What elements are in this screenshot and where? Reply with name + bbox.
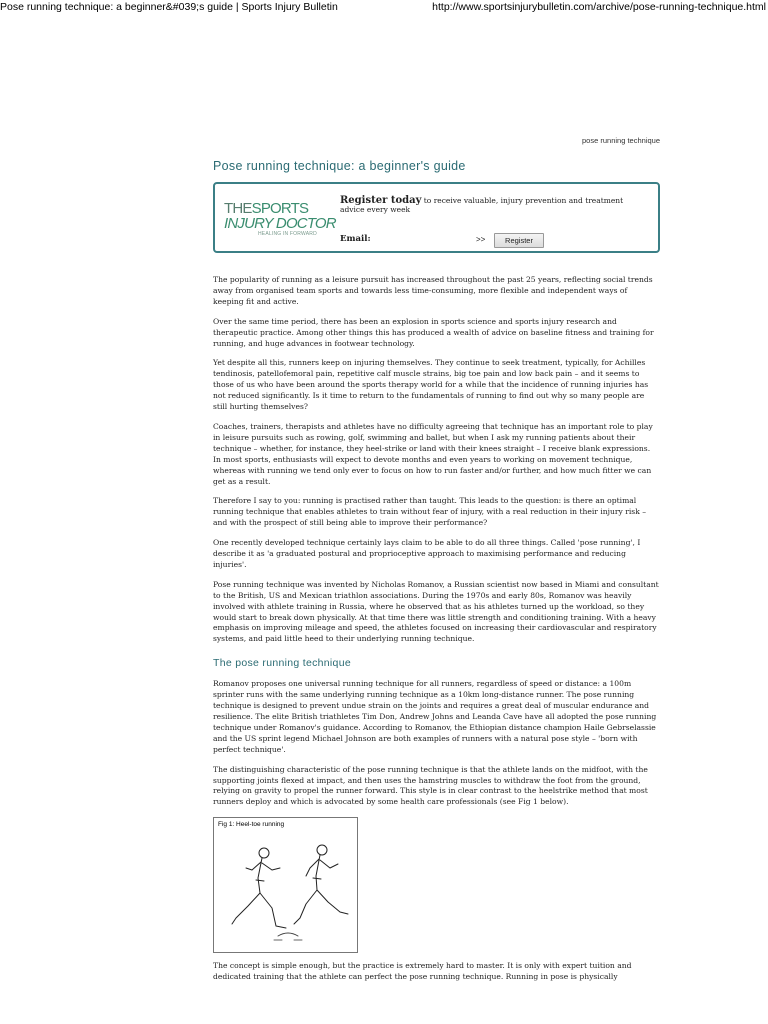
paragraph: Over the same time period, there has been an explosion in sports science and sports injury research and therapeutic practice. Among other things this has produced a wealth of advice on baseline fitness and training for running, and huge advances in footwear technology.: [213, 316, 654, 348]
figure-caption: Fig 1: Heel-toe running: [218, 821, 285, 829]
paragraph: Yet despite all this, runners keep on injuring themselves. They continue to seek treatment, typically, for Achilles tendinosis, patellofemoral pain, repetitive calf muscle strains, big toe pain and low back pain – and it seems to those of us who have been around the sports therapy world for a while that the incidence of running injuries has not reduced significantly. Is it time to return to the fundamentals of running to find out why so many people are still hurting themselves?: [213, 358, 649, 412]
print-page-url[interactable]: http://www.sportsinjurybulletin.com/archive/pose-running-technique.html: [432, 1, 766, 13]
logo-tagline: HEALING IN FORWARD: [258, 231, 317, 237]
section-heading: The pose running technique: [213, 657, 351, 670]
arrows-icon: >>: [476, 235, 486, 244]
logo-word-sports: SPORTS: [251, 200, 309, 217]
print-header: [0, 0, 768, 14]
register-description: to receive valuable, injury prevention and treatment advice every week: [340, 196, 624, 214]
paragraph: Therefore I say to you: running is practised rather than taught. This leads to the question: is there an optimal running technique that enables athletes to train without fear of injury, with a real reduction in their injury risk – and with the prospect of still being able to improve their performance?: [213, 496, 647, 528]
paragraph: Coaches, trainers, therapists and athletes have no difficulty agreeing that technique has an important role to play in leisure pursuits such as rowing, golf, swimming and ballet, but when I ask my running patients about their technique – whether, for instance, they heel-strike or land with their knees straight – I receive blank expressions. In most sports, enthusiasts will expect to devote months and even years to working on movement technique, whereas with running we tend only ever to focus on how to run faster and/or further, and how much fitter we can get as a result.: [213, 421, 653, 486]
article-body: [213, 275, 660, 983]
topic-link[interactable]: pose running technique: [582, 136, 660, 145]
register-heading: Register today: [340, 195, 422, 206]
running-figures-illustration: [214, 818, 357, 952]
logo-word-injury-doctor: INJURY DOCTOR: [224, 215, 336, 232]
paragraph: The distinguishing characteristic of the pose running technique is that the athlete lands on the midfoot, with the supporting joints flexed at impact, and then uses the hamstring muscles to withdraw the foot from the ground, relying on gravity to propel the runner forward. This style is in clear contrast to the heelstrike method that most runners deploy and which is advocated by some health care professionals (see Fig 1 below).: [213, 764, 648, 807]
register-banner: [213, 182, 660, 253]
paragraph: The concept is simple enough, but the practice is extremely hard to master. It is only with expert tuition and dedicated training that the athlete can perfect the pose running technique. Running in pose is physically: [213, 961, 632, 982]
sports-injury-doctor-logo[interactable]: [224, 201, 336, 237]
paragraph: Pose running technique was invented by Nicholas Romanov, a Russian scientist now based in Miami and consultant to the British, US and Mexican triathlon associations. During the 1970s and early 80s, Romanov was heavily involved with athlete training in Russia, where he observed that as his athletes turned up the workload, so they would start to break down physically. At that time there was little strength and conditioning training. With a heavy emphasis on improving mileage and speed, the athletes focused on increasing their cardiovascular and respiratory systems, and paid little heed to their underlying running technique.: [213, 579, 659, 644]
print-page-title: Pose running technique: a beginner&#039;s guide | Sports Injury Bulletin: [0, 1, 338, 13]
article-content: [213, 136, 660, 992]
paragraph: Romanov proposes one universal running technique for all runners, regardless of speed or distance: a 100m sprinter runs with the same underlying running technique as a 10km long-distance runner. The pose running technique is designed to prevent undue strain on the joints and requires a great deal of muscular endurance and resilience. The elite British triathletes Tim Don, Andrew Johns and Leanda Cave have all adopted the pose running technique under Romanov's guidance. According to Romanov, the Ethiopian distance champion Haile Gebrselassie and the US sprint legend Michael Johnson are both examples of runners with a natural pose style – 'born with perfect technique'.: [213, 679, 657, 754]
figure-heel-toe-running: [213, 817, 358, 953]
register-text: [340, 196, 640, 214]
register-button[interactable]: Register: [494, 233, 544, 248]
email-label: Email:: [340, 234, 371, 244]
logo-word-the: THE: [224, 200, 252, 217]
paragraph: One recently developed technique certainly lays claim to be able to do all three things. Called 'pose running', I describe it as 'a graduated postural and proprioceptive approach to maximising performance and reducing injuries'.: [213, 538, 641, 569]
article-title: Pose running technique: a beginner's guide: [213, 159, 466, 173]
paragraph: The popularity of running as a leisure pursuit has increased throughout the past 25 years, reflecting social trends away from organised team sports and towards less time-consuming, more flexible and independent ways of keeping fit and active.: [213, 275, 653, 306]
